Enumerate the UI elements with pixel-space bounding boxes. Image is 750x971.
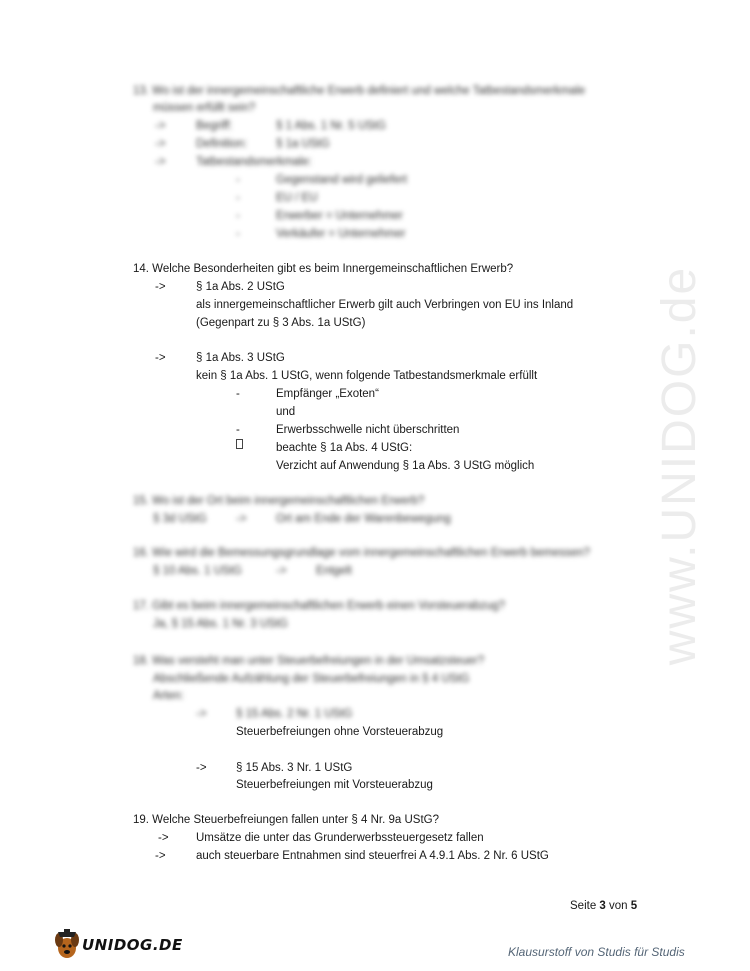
- q15-ref: § 3d UStG: [153, 513, 207, 525]
- q14-ref-2: § 1a Abs. 3 UStG: [196, 352, 285, 364]
- q13-label-1: Begriff:: [196, 120, 233, 132]
- q15-title: 15. Wo ist der Ort beim innergemeinschaftlichen Erwerb?: [133, 495, 425, 507]
- q13-bullet-1: Gegenstand wird geliefert: [276, 174, 408, 186]
- q13-label-2: Definition:: [196, 138, 248, 150]
- q14-dash-2: -: [236, 424, 240, 436]
- page-prefix: Seite: [570, 900, 597, 912]
- q13-arrow-1: ->: [155, 120, 166, 132]
- unidog-logo: [52, 928, 182, 962]
- q17-title: 17. Gibt es beim innergemeinschaftlichen Erwerb einen Vorsteuerabzug?: [133, 600, 506, 612]
- q18-ref-2: § 15 Abs. 3 Nr. 1 UStG: [236, 762, 353, 774]
- q15-arrow: ->: [236, 513, 247, 525]
- q14-ref-1: § 1a Abs. 2 UStG: [196, 281, 285, 293]
- q18-text-1: Abschließende Aufzählung der Steuerbefreiungen in § 4 UStG: [153, 673, 470, 685]
- q14-bullet-1: Empfänger „Exoten“: [276, 388, 379, 400]
- q14-text-1: als innergemeinschaftlicher Erwerb gilt auch Verbringen von EU ins Inland: [196, 299, 574, 311]
- q13-title: 13. Wo ist der innergemeinschaftliche Erwerb definiert und welche Tatbestandsmerkmale: [133, 85, 586, 97]
- watermark-text: www.UNIDOG.de: [653, 265, 707, 665]
- q18-arrow-2: ->: [196, 762, 207, 774]
- page-mid: von: [609, 900, 628, 912]
- q18-desc-2: Steuerbefreiungen mit Vorsteuerabzug: [236, 779, 433, 791]
- watermark: [600, 250, 750, 680]
- q17-answer: Ja, § 15 Abs. 1 Nr. 3 UStG: [153, 618, 288, 630]
- q14-dash-1: -: [236, 388, 240, 400]
- q18-arrow-1: ->: [196, 708, 207, 720]
- q13-value-2: § 1a UStG: [276, 138, 330, 150]
- q14-bullet-3-cont: Verzicht auf Anwendung § 1a Abs. 3 UStG möglich: [276, 460, 535, 472]
- q14-text-2: (Gegenpart zu § 3 Abs. 1a UStG): [196, 317, 366, 329]
- q13-arrow-3: ->: [155, 156, 166, 168]
- q15-answer: Ort am Ende der Warenbewegung: [276, 513, 451, 525]
- q19-text-2: auch steuerbare Entnahmen sind steuerfrei A 4.9.1 Abs. 2 Nr. 6 UStG: [196, 850, 549, 862]
- page-total: 5: [630, 900, 638, 912]
- q19-title: 19. Welche Steuerbefreiungen fallen unter § 4 Nr. 9a UStG?: [133, 814, 440, 826]
- missing-glyph-icon: [236, 439, 243, 449]
- q13-value-1: § 1 Abs. 1 Nr. 5 UStG: [276, 120, 386, 132]
- q13-bullet-3: Erwerber = Unternehmer: [276, 210, 403, 222]
- q13-dash-3: -: [236, 210, 240, 222]
- logo-text: UNIDOG.DE: [82, 936, 183, 954]
- q13-bullet-4: Verkäufer = Unternehmer: [276, 228, 406, 240]
- q13-dash-1: -: [236, 174, 240, 186]
- q19-arrow-1: ->: [158, 832, 169, 844]
- q14-arrow-1: ->: [155, 281, 166, 293]
- q13-dash-4: -: [236, 228, 240, 240]
- q18-desc-1: Steuerbefreiungen ohne Vorsteuerabzug: [236, 726, 444, 738]
- page-number: [570, 900, 637, 912]
- q14-bullet-2: Erwerbsschwelle nicht überschritten: [276, 424, 460, 436]
- page-current: 3: [599, 900, 606, 912]
- q14-text-3: kein § 1a Abs. 1 UStG, wenn folgende Tatbestandsmerkmale erfüllt: [196, 370, 538, 382]
- q16-answer: Entgelt: [316, 565, 352, 577]
- q18-ref-1: § 15 Abs. 2 Nr. 1 UStG: [236, 708, 353, 720]
- q13-arrow-2: ->: [155, 138, 166, 150]
- dog-icon: [52, 928, 82, 962]
- q14-bullet-3: beachte § 1a Abs. 4 UStG:: [276, 442, 413, 454]
- q13-label-3: Tatbestandsmerkmale:: [196, 156, 312, 168]
- q18-title: 18. Was versteht man unter Steuerbefreiungen in der Umsatzsteuer?: [133, 655, 485, 667]
- q13-dash-2: -: [236, 192, 240, 204]
- q16-arrow: ->: [276, 565, 287, 577]
- q19-arrow-2: ->: [155, 850, 166, 862]
- q13-title-cont: müssen erfüllt sein?: [153, 102, 256, 114]
- q13-bullet-2: EU / EU: [276, 192, 318, 204]
- q16-ref: § 10 Abs. 1 UStG: [153, 565, 242, 577]
- q14-arrow-2: ->: [155, 352, 166, 364]
- footer-tagline: Klausurstoff von Studis für Studis: [508, 945, 685, 959]
- q14-title: 14. Welche Besonderheiten gibt es beim Innergemeinschaftlichen Erwerb?: [133, 263, 514, 275]
- q19-text-1: Umsätze die unter das Grunderwerbssteuergesetz fallen: [196, 832, 484, 844]
- q18-text-2: Arten:: [153, 690, 184, 702]
- q16-title: 16. Wie wird die Bemessungsgrundlage vom innergemeinschaftlichen Erwerb bemessen?: [133, 547, 591, 559]
- q14-und: und: [276, 406, 296, 418]
